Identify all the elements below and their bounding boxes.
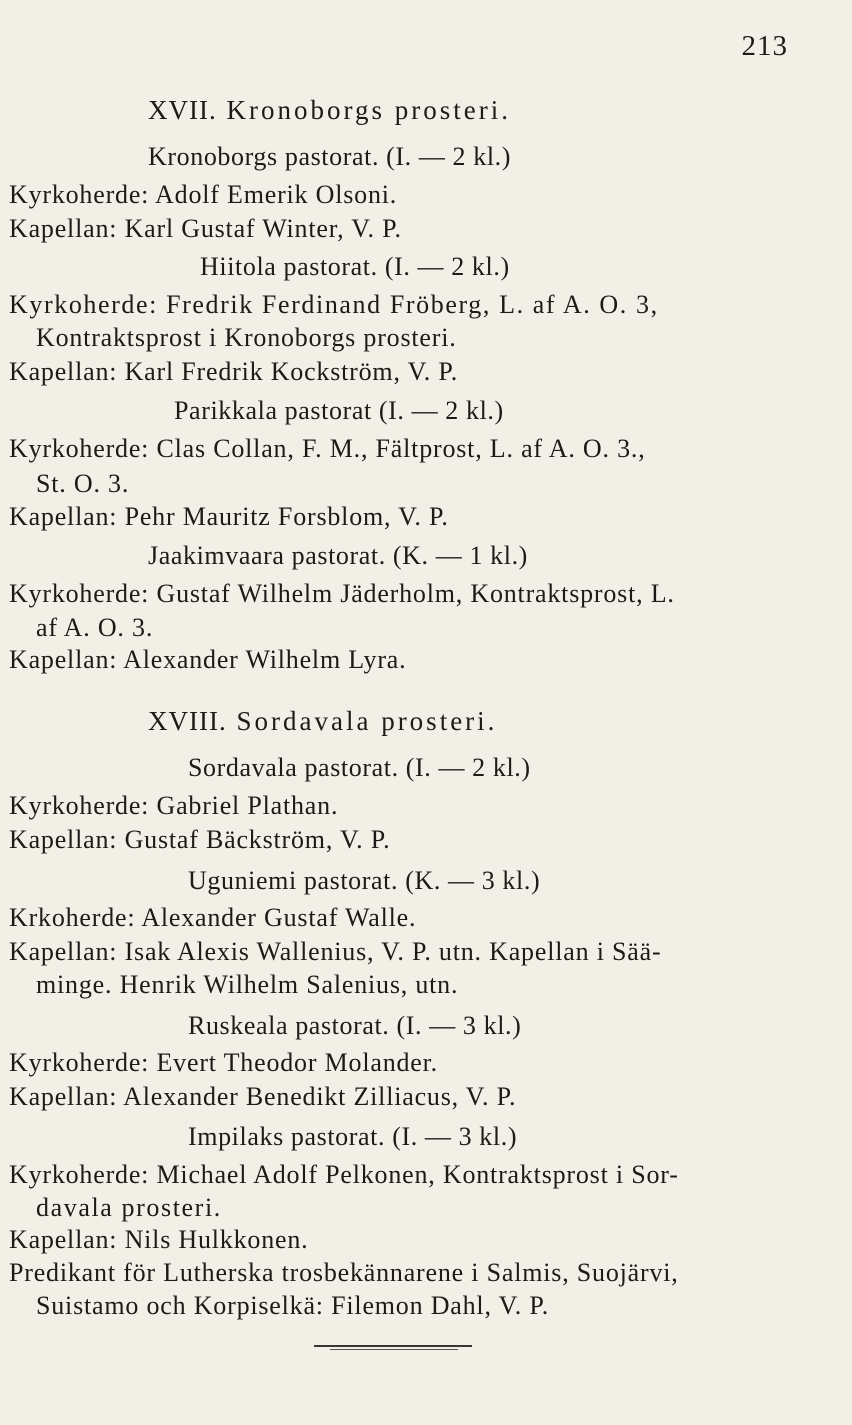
text-line: Kapellan: Alexander Benedikt Zilliacus, V. P. (9, 1082, 517, 1111)
text-line: Kontraktsprost i Kronoborgs prosteri. (36, 323, 457, 352)
section-number: XVII. (148, 95, 217, 125)
parish-title: Parikkala pastorat (I. — 2 kl.) (174, 396, 504, 425)
text-line: Kapellan: Alexander Wilhelm Lyra. (9, 645, 407, 674)
text-line: Kyrkoherde: Gustaf Wilhelm Jäderholm, Kontraktsprost, L. (9, 579, 675, 608)
parish-title: Hiitola pastorat. (I. — 2 kl.) (200, 252, 510, 281)
parish-title: Jaakimvaara pastorat. (K. — 1 kl.) (148, 541, 528, 570)
text-line: Kapellan: Pehr Mauritz Forsblom, V. P. (9, 502, 449, 531)
text-line: minge. Henrik Wilhelm Salenius, utn. (36, 970, 459, 999)
parish-title: Sordavala pastorat. (I. — 2 kl.) (188, 753, 531, 782)
text-line: Kyrkoherde: Michael Adolf Pelkonen, Kontraktsprost i Sor- (9, 1160, 679, 1189)
text-line: Kyrkoherde: Fredrik Ferdinand Fröberg, L. af A. O. 3, (9, 290, 659, 319)
section-heading (148, 706, 497, 737)
text-line: Kapellan: Isak Alexis Wallenius, V. P. utn. Kapellan i Sää- (9, 937, 662, 966)
text-line: Kyrkoherde: Gabriel Plathan. (9, 791, 339, 820)
parish-title: Ruskeala pastorat. (I. — 3 kl.) (188, 1011, 522, 1040)
text-line: Krkoherde: Alexander Gustaf Walle. (9, 903, 417, 932)
section-heading (148, 95, 511, 126)
text-line: St. O. 3. (36, 469, 130, 498)
text-line: af A. O. 3. (36, 613, 154, 642)
section-name: Kronoborgs prosteri. (226, 95, 511, 125)
section-number: XVIII. (148, 706, 227, 736)
parish-title: Kronoborgs pastorat. (I. — 2 kl.) (148, 142, 512, 171)
text-line: Kapellan: Karl Gustaf Winter, V. P. (9, 214, 402, 243)
text-line: Kapellan: Karl Fredrik Kockström, V. P. (9, 357, 459, 386)
parish-title: Impilaks pastorat. (I. — 3 kl.) (188, 1122, 518, 1151)
text-line: Suistamo och Korpiselkä: Filemon Dahl, V. P. (36, 1291, 550, 1320)
page-number: 213 (741, 30, 788, 62)
section-name: Sordavala prosteri. (236, 706, 498, 736)
text-line: Kyrkoherde: Evert Theodor Molander. (9, 1048, 438, 1077)
parish-title: Uguniemi pastorat. (K. — 3 kl.) (188, 866, 541, 895)
end-rule (314, 1345, 472, 1347)
text-line: Kapellan: Nils Hulkkonen. (9, 1225, 309, 1254)
text-line: Kyrkoherde: Clas Collan, F. M., Fältprost, L. af A. O. 3., (9, 434, 646, 463)
text-line: Kapellan: Gustaf Bäckström, V. P. (9, 825, 391, 854)
text-line: davala prosteri. (36, 1193, 222, 1222)
text-line: Predikant för Lutherska trosbekännarene i Salmis, Suojärvi, (9, 1258, 679, 1287)
end-rule-thin (330, 1349, 458, 1350)
text-line: Kyrkoherde: Adolf Emerik Olsoni. (9, 180, 398, 209)
